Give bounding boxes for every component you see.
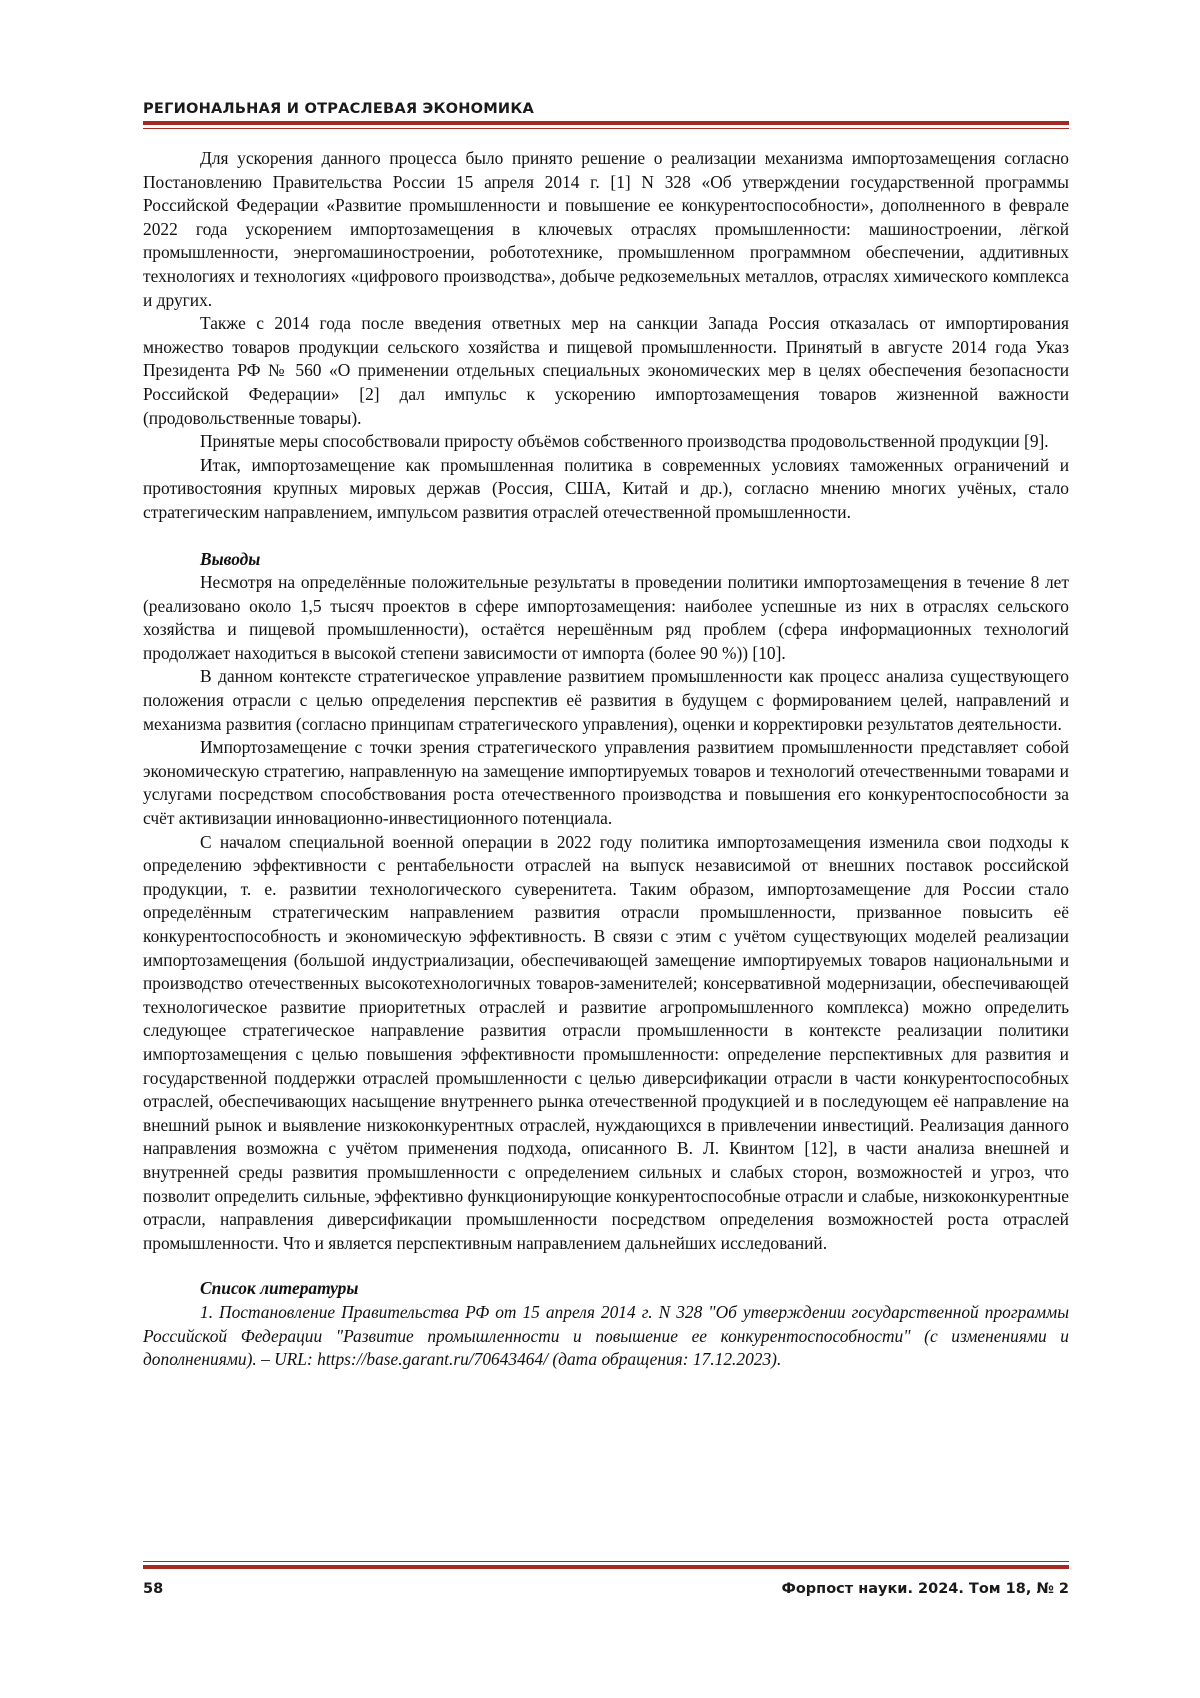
- journal-citation: Форпост науки. 2024. Том 18, № 2: [781, 1581, 1069, 1597]
- references-heading: Список литературы: [200, 1278, 359, 1299]
- paragraph: Итак, импортозамещение как промышленная политика в современных условиях таможенных ограничений и противостояния крупных мировых держав (Россия, США, Китай и др.), согласно мнению многих учёных, стало стратегическим направлением, импульсом развития отраслей отечественной промышленности.: [143, 454, 1069, 522]
- article-body: [143, 147, 1069, 1372]
- paragraph: Несмотря на определённые положительные результаты в проведении политики импортозамещения в течение 8 лет (реализовано около 1,5 тысяч проектов в сфере импортозамещения: наиболее успешные из них в отраслях сельского хозяйства и пищевой промышленности), остаётся нерешённым ряд проблем (сфера информационных технологий продолжает находиться в высокой степени зависимости от импорта (более 90 %)) [10].: [143, 572, 1069, 663]
- page-number: 58: [143, 1581, 164, 1597]
- footer-rule-thick: [143, 1565, 1069, 1569]
- paragraph: С началом специальной военной операции в 2022 году политика импортозамещения изменила свои подходы к определению эффективности с рентабельности отраслей на выпуск независимой от внешних поставок российской продукции, т. е. развитии технологического суверенитета. Таким образом, импортозамещение для России стало определённым стратегическим направлением развития отрасли промышленности, призванное повысить её конкурентоспособность и экономическую эффективность. В связи с этим с учётом существующих моделей реализации импортозамещения (большой индустриализации, обеспечивающей замещение импортируемых товаров национальными и производство отечественных высокотехнологичных товаров-заменителей; консервативной модернизации, обеспечивающей технологическое развитие приоритетных отраслей и развитие агропромышленного комплекса) можно определить следующее стратегическое направление развития отрасли промышленности в контексте реализации политики импортозамещения с целью повышения эффективности промышленности: определение перспективных для развития и государственной поддержки отраслей промышленности с целью диверсификации отрасли в части конкурентоспособных отраслей, обеспечивающих насыщение внутреннего рынка отечественной продукцией и в последующем её направление на внешний рынок и выявление низкоконкурентных отраслей, нуждающихся в привлечении инвестиций. Реализация данного направления возможна с учётом применения подхода, описанного В. Л. Квинтом [12], в части анализа внешней и внутренней среды развития промышленности с определением сильных и слабых сторон, возможностей и угроз, что позволит определить сильные, эффективно функционирующие конкурентоспособные отрасли и слабые, низкоконкурентные отрасли, направления диверсификации промышленности посредством определения возможностей роста отраслей промышленности. Что и является перспективным направлением дальнейших исследований.: [143, 831, 1069, 1253]
- footer-rule-thin: [143, 1561, 1069, 1562]
- header-rule-thin: [143, 128, 1069, 129]
- paragraph: Импортозамещение с точки зрения стратегического управления развитием промышленности представляет собой экономическую стратегию, направленную на замещение импортируемых товаров и технологий отечественными товарами и услугами посредством способствования роста отечественного производства и повышения его конкурентоспособности за счёт активизации инновационно-инвестиционного потенциала.: [143, 737, 1069, 829]
- running-header: РЕГИОНАЛЬНАЯ И ОТРАСЛЕВАЯ ЭКОНОМИКА: [143, 100, 534, 117]
- conclusions-heading: Выводы: [200, 548, 261, 569]
- paragraph: В данном контексте стратегическое управление развитием промышленности как процесс анализа существующего положения отрасли с целью определения перспектив её развития в будущем с формированием целей, направлений и механизма развития (согласно принципам стратегического управления), оценки и корректировки результатов деятельности.: [143, 666, 1069, 734]
- paragraph: Принятые меры способствовали приросту объёмов собственного производства продовольственной продукции [9].: [200, 431, 1049, 452]
- reference-item: 1. Постановление Правительства РФ от 15 апреля 2014 г. N 328 "Об утверждении государственной программы Российской Федерации "Развитие промышленности и повышение ее конкурентоспособности" (с изменениями и дополнениями). – URL: https://base.garant.ru/70643464/ (дата обращения: 17.12.2023).: [143, 1301, 1069, 1370]
- paragraph: Для ускорения данного процесса было принято решение о реализации механизма импортозамещения согласно Постановлению Правительства России 15 апреля 2014 г. [1] N 328 «Об утверждении государственной программы Российской Федерации «Развитие промышленности и повышение ее конкурентоспособности», дополненного в феврале 2022 года ускорением импортозамещения в ключевых отраслях промышленности: машиностроении, лёгкой промышленности, энергомашиностроении, робототехнике, промышленном программном обеспечении, аддитивных технологиях и технологиях «цифрового производства», добыче редкоземельных металлов, отраслях химического комплекса и других.: [143, 148, 1069, 310]
- header-rule-thick: [143, 121, 1069, 125]
- paragraph: Также с 2014 года после введения ответных мер на санкции Запада Россия отказалась от импортирования множество товаров продукции сельского хозяйства и пищевой промышленности. Принятый в августе 2014 года Указ Президента РФ № 560 «О применении отдельных специальных экономических мер в целях обеспечения безопасности Российской Федерации» [2] дал импульс к ускорению импортозамещения товаров жизненной важности (продовольственные товары).: [143, 313, 1069, 428]
